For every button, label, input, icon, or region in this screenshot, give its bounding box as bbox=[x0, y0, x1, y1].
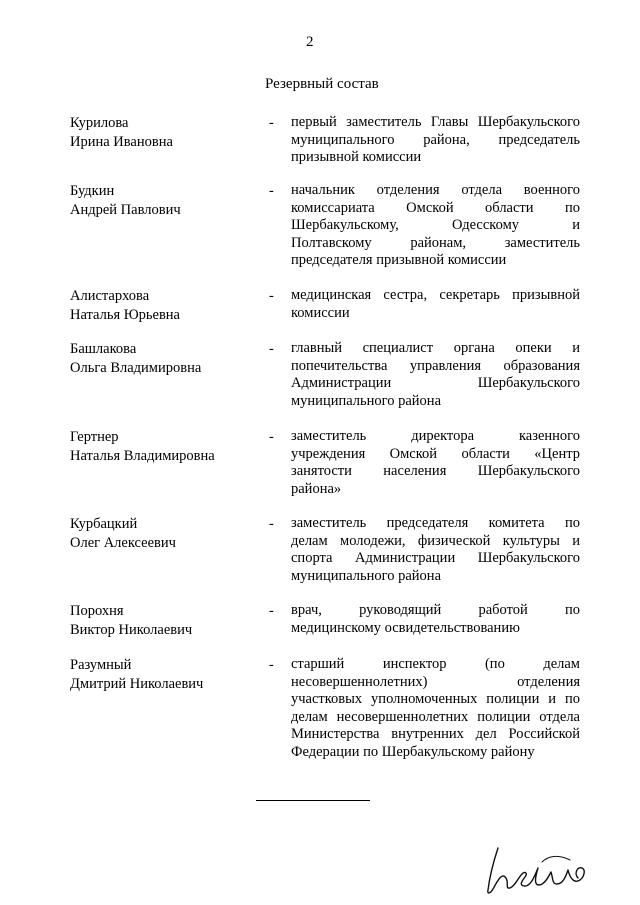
member-surname: Разумный bbox=[70, 657, 132, 673]
member-surname: Будкин bbox=[70, 183, 115, 199]
role-line: Министерства внутренних дел Российской bbox=[291, 726, 580, 743]
handwritten-signature bbox=[478, 842, 598, 898]
separator-dash: - bbox=[269, 288, 274, 304]
member-role bbox=[291, 602, 580, 637]
role-line: делам молодежи, физической культуры и bbox=[291, 532, 580, 549]
member-given-names: Виктор Николаевич bbox=[70, 622, 193, 638]
member-role bbox=[291, 515, 580, 585]
member-surname: Гертнер bbox=[70, 429, 119, 445]
member-surname: Порохня bbox=[70, 603, 124, 619]
member-name bbox=[70, 182, 260, 220]
member-surname: Курбацкий bbox=[70, 516, 138, 532]
role-line: первый заместитель Главы Шербакульского bbox=[291, 114, 580, 130]
role-line: Администрации Шербакульского bbox=[291, 375, 580, 392]
role-line: района» bbox=[291, 480, 342, 497]
role-line: попечительства управления образования bbox=[291, 357, 580, 374]
member-given-names: Дмитрий Николаевич bbox=[70, 676, 204, 692]
role-line: председателя призывной комиссии bbox=[291, 252, 507, 269]
member-role bbox=[291, 182, 580, 270]
member-role bbox=[291, 287, 580, 322]
member-given-names: Ирина Ивановна bbox=[70, 134, 173, 150]
separator-dash: - bbox=[269, 115, 274, 131]
separator-dash: - bbox=[269, 516, 274, 532]
member-given-names: Андрей Павлович bbox=[70, 202, 181, 218]
separator-dash: - bbox=[269, 341, 274, 357]
role-line: спорта Администрации Шербакульского bbox=[291, 550, 580, 567]
role-line: призывной комиссии bbox=[291, 149, 422, 166]
role-line: медицинская сестра, секретарь призывной bbox=[291, 287, 580, 303]
member-name bbox=[70, 656, 260, 694]
role-line: врач, руководящий работой по bbox=[291, 602, 580, 618]
member-given-names: Олег Алексеевич bbox=[70, 535, 176, 551]
separator-dash: - bbox=[269, 657, 274, 673]
role-line: занятости населения Шербакульского bbox=[291, 463, 580, 480]
member-given-names: Наталья Владимировна bbox=[70, 448, 215, 464]
member-name bbox=[70, 340, 260, 378]
member-surname: Башлакова bbox=[70, 341, 137, 357]
role-line: несовершеннолетних) отделения bbox=[291, 673, 580, 690]
page-number: 2 bbox=[306, 34, 314, 50]
role-line: муниципального района bbox=[291, 392, 441, 409]
separator-dash: - bbox=[269, 429, 274, 445]
member-name bbox=[70, 515, 260, 553]
role-line: заместитель директора казенного bbox=[291, 428, 580, 444]
member-role bbox=[291, 428, 580, 498]
role-line: старший инспектор (по делам bbox=[291, 656, 580, 672]
member-given-names: Ольга Владимировна bbox=[70, 360, 202, 376]
role-line: комиссии bbox=[291, 304, 350, 321]
member-role bbox=[291, 114, 580, 167]
separator-dash: - bbox=[269, 603, 274, 619]
role-line: комиссариата Омской области по bbox=[291, 199, 580, 216]
role-line: муниципального района, председатель bbox=[291, 131, 580, 148]
role-line: Федерации по Шербакульскому району bbox=[291, 743, 535, 760]
member-role bbox=[291, 340, 580, 410]
role-line: начальник отделения отдела военного bbox=[291, 182, 580, 198]
role-line: Полтавскому районам, заместитель bbox=[291, 234, 580, 251]
closing-rule bbox=[256, 800, 370, 801]
section-title: Резервный состав bbox=[265, 76, 379, 92]
role-line: заместитель председателя комитета по bbox=[291, 515, 580, 531]
member-given-names: Наталья Юрьевна bbox=[70, 307, 180, 323]
role-line: делам несовершеннолетних полиции отдела bbox=[291, 708, 580, 725]
member-role bbox=[291, 656, 580, 762]
member-surname: Алистархова bbox=[70, 288, 150, 304]
member-surname: Курилова bbox=[70, 115, 129, 131]
member-name bbox=[70, 114, 260, 152]
role-line: участковых уполномоченных полиции и по bbox=[291, 691, 580, 708]
member-name bbox=[70, 602, 260, 640]
separator-dash: - bbox=[269, 183, 274, 199]
role-line: муниципального района bbox=[291, 567, 441, 584]
role-line: Шербакульскому, Одесскому и bbox=[291, 217, 580, 234]
role-line: медицинскому освидетельствованию bbox=[291, 619, 520, 636]
member-name bbox=[70, 287, 260, 325]
role-line: главный специалист органа опеки и bbox=[291, 340, 580, 356]
role-line: учреждения Омской области «Центр bbox=[291, 445, 580, 462]
member-name bbox=[70, 428, 260, 466]
